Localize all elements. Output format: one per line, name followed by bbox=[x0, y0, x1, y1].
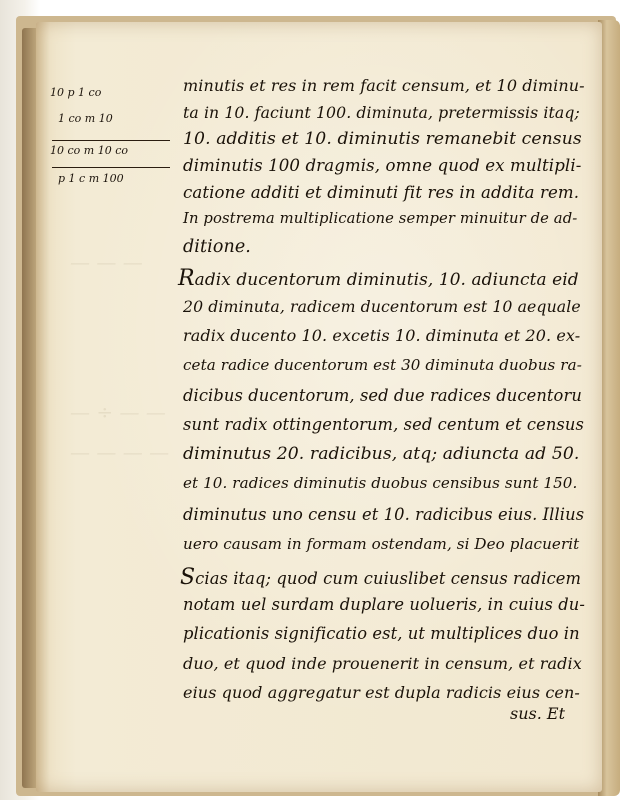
margin-note: 10 p 1 co bbox=[50, 86, 102, 99]
text-line: duo, et quod inde prouenerit in censum, et radix bbox=[183, 654, 582, 673]
catchword: sus. Et bbox=[510, 704, 566, 723]
text-line: uero causam in formam ostendam, si Deo placuerit bbox=[183, 535, 580, 553]
text-line: ditione. bbox=[183, 237, 251, 257]
margin-rule bbox=[52, 140, 170, 141]
text-line: ta in 10. faciunt 100. diminuta, pretermissis itaq; bbox=[183, 103, 580, 122]
margin-note: 10 co m 10 co bbox=[50, 144, 128, 157]
text-line: plicationis significatio est, ut multiplices duo in bbox=[183, 624, 580, 643]
text-line: et 10. radices diminutis duobus censibus sunt 150. bbox=[183, 474, 578, 492]
text-line: diminutis 100 dragmis, omne quod ex multipli- bbox=[183, 156, 582, 175]
text-line: ceta radice ducentorum est 30 diminuta duobus ra- bbox=[183, 356, 582, 374]
margin-rule bbox=[52, 167, 170, 168]
margin-note: 1 co m 10 bbox=[58, 112, 113, 125]
text-line: notam uel surdam duplare uolueris, in cuius du- bbox=[183, 595, 585, 614]
text-line: 20 diminuta, radicem ducentorum est 10 aequale bbox=[183, 297, 581, 316]
text-line: minutis et res in rem facit censum, et 10 diminu- bbox=[183, 76, 585, 95]
margin-note: p 1 c m 100 bbox=[58, 172, 124, 185]
text-line: diminutus 20. radicibus, atq; adiuncta ad 50. bbox=[183, 444, 580, 464]
text-line: In postrema multiplicatione semper minuitur de ad- bbox=[183, 210, 578, 227]
text-line: radix ducento 10. excetis 10. diminuta et 20. ex- bbox=[183, 326, 581, 345]
text-line: diminutus uno censu et 10. radicibus eius. Illius bbox=[183, 505, 585, 524]
text-line: eius quod aggregatur est dupla radicis eius cen- bbox=[183, 683, 580, 702]
text-line: Radix ducentorum diminutis, 10. adiuncta eid bbox=[178, 266, 579, 291]
text-line: Scias itaq; quod cum cuiuslibet census radicem bbox=[180, 565, 582, 590]
text-line: sunt radix ottingentorum, sed centum et census bbox=[183, 415, 584, 434]
text-line: 10. additis et 10. diminutis remanebit census bbox=[183, 129, 582, 149]
text-line: dicibus ducentorum, sed due radices ducentoru bbox=[183, 386, 582, 405]
text-line: catione additi et diminuti fit res in addita rem. bbox=[183, 183, 580, 202]
